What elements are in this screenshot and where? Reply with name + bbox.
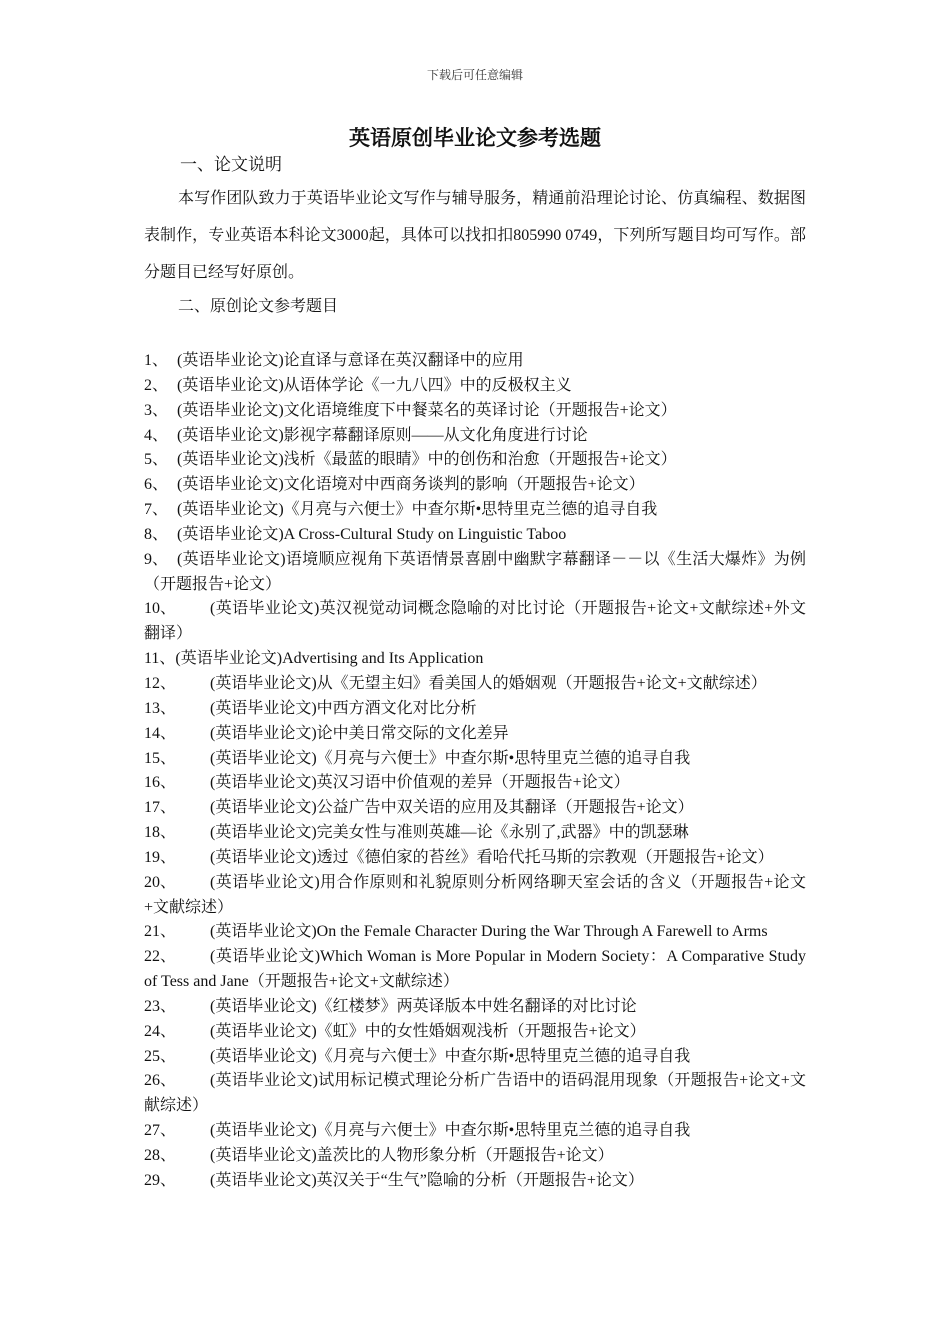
topic-number: 16、 <box>144 774 177 792</box>
topic-text: (英语毕业论文)《月亮与六便士》中查尔斯•思特里克兰德的追寻自我 <box>210 1122 691 1140</box>
topic-number: 15、 <box>144 749 177 767</box>
list-item <box>144 871 806 921</box>
list-item <box>144 523 806 548</box>
list-item <box>144 945 806 995</box>
list-item <box>144 771 806 796</box>
topic-number: 7、 <box>144 501 169 519</box>
topic-text: (英语毕业论文)《虹》中的女性婚姻观浅析（开题报告+论文） <box>210 1022 646 1040</box>
topic-text: (英语毕业论文)英汉关于“生气”隐喻的分析（开题报告+论文） <box>210 1171 644 1189</box>
topic-text: (英语毕业论文)A Cross-Cultural Study on Linguistic Taboo <box>177 525 567 543</box>
topic-text: (英语毕业论文)文化语境维度下中餐菜名的英译讨论（开题报告+论文） <box>177 401 677 419</box>
topic-text: (英语毕业论文)语境顺应视角下英语情景喜剧中幽默字幕翻译－－以《生活大爆炸》为例（开题报告+论文） <box>144 550 806 593</box>
topic-number: 19、 <box>144 848 177 866</box>
topic-text: (英语毕业论文)从语体学论《一九八四》中的反极权主义 <box>177 376 572 394</box>
list-item <box>144 399 806 424</box>
topic-number: 20、 <box>144 873 177 891</box>
section-heading-description: 一、论文说明 <box>180 155 282 174</box>
list-item <box>144 796 806 821</box>
list-item <box>144 1020 806 1045</box>
topic-text: (英语毕业论文)文化语境对中西商务谈判的影响（开题报告+论文） <box>177 476 645 494</box>
header-note: 下载后可任意编辑 <box>426 68 523 82</box>
topic-number: 25、 <box>144 1047 177 1065</box>
list-item <box>144 1144 806 1169</box>
topic-number: 23、 <box>144 997 177 1015</box>
topic-text: (英语毕业论文)透过《德伯家的苔丝》看哈代托马斯的宗教观（开题报告+论文） <box>210 848 774 866</box>
list-item <box>144 1169 806 1194</box>
topic-number: 11、 <box>144 650 176 668</box>
topic-text: (英语毕业论文)英汉视觉动词概念隐喻的对比讨论（开题报告+论文+文献综述+外文翻译） <box>144 600 806 643</box>
topic-number: 9、 <box>144 550 169 568</box>
topic-text: (英语毕业论文)论中美日常交际的文化差异 <box>210 724 509 742</box>
topic-text: (英语毕业论文)《月亮与六便士》中查尔斯•思特里克兰德的追寻自我 <box>210 749 691 767</box>
topic-text: (英语毕业论文)《月亮与六便士》中查尔斯•思特里克兰德的追寻自我 <box>177 501 658 519</box>
topic-text: (英语毕业论文)《红楼梦》两英译版本中姓名翻译的对比讨论 <box>210 997 637 1015</box>
list-item <box>144 473 806 498</box>
list-item <box>144 821 806 846</box>
topic-text: (英语毕业论文)公益广告中双关语的应用及其翻译（开题报告+论文） <box>210 799 694 817</box>
topic-number: 27、 <box>144 1122 177 1140</box>
topic-list <box>144 349 806 1194</box>
topic-text: (英语毕业论文)用合作原则和礼貌原则分析网络聊天室会话的含义（开题报告+论文+文献综述） <box>144 873 806 916</box>
list-item <box>144 920 806 945</box>
list-item <box>144 747 806 772</box>
topic-text: (英语毕业论文)《月亮与六便士》中查尔斯•思特里克兰德的追寻自我 <box>210 1047 691 1065</box>
list-item <box>144 1119 806 1144</box>
topic-number: 2、 <box>144 376 169 394</box>
topic-number: 18、 <box>144 824 177 842</box>
topic-text: (英语毕业论文)影视字幕翻译原则——从文化角度进行讨论 <box>177 426 588 444</box>
list-item <box>144 722 806 747</box>
topic-number: 5、 <box>144 451 169 469</box>
topic-number: 24、 <box>144 1022 177 1040</box>
topic-number: 13、 <box>144 699 177 717</box>
list-item <box>144 374 806 399</box>
list-item <box>144 672 806 697</box>
page-title: 英语原创毕业论文参考选题 <box>349 126 601 150</box>
topic-text: (英语毕业论文)Advertising and Its Application <box>175 650 484 668</box>
topic-text: (英语毕业论文)中西方酒文化对比分析 <box>210 699 477 717</box>
topic-text: (英语毕业论文)On the Female Character During the War Through A Farewell to Arms <box>210 923 768 941</box>
list-item <box>144 995 806 1020</box>
topic-number: 3、 <box>144 401 169 419</box>
topic-number: 29、 <box>144 1171 177 1189</box>
list-item <box>144 1045 806 1070</box>
topic-number: 14、 <box>144 724 177 742</box>
topic-number: 6、 <box>144 476 169 494</box>
list-item <box>144 697 806 722</box>
topic-text: (英语毕业论文)浅析《最蓝的眼睛》中的创伤和治愈（开题报告+论文） <box>177 451 677 469</box>
topic-number: 4、 <box>144 426 169 444</box>
list-item <box>144 448 806 473</box>
section-heading-topics: 二、原创论文参考题目 <box>178 298 339 315</box>
topic-number: 26、 <box>144 1072 177 1090</box>
list-item <box>144 424 806 449</box>
topic-text: (英语毕业论文)Which Woman is More Popular in Modern Society：A Comparative Study of Tess and Jane（开题报告+论文+文献综述） <box>144 948 806 991</box>
topic-text: (英语毕业论文)论直译与意译在英汉翻译中的应用 <box>177 352 524 369</box>
topic-text: (英语毕业论文)盖茨比的人物形象分析（开题报告+论文） <box>210 1147 614 1164</box>
topic-number: 21、 <box>144 923 177 941</box>
topic-number: 12、 <box>144 674 177 692</box>
intro-paragraph: 本写作团队致力于英语毕业论文写作与辅导服务，精通前沿理论讨论、仿真编程、数据图表制作，专业英语本科论文3000起，具体可以找扣扣805990 0749，下列所写题目均可写作。部分题目已经写好原创。 <box>144 190 806 281</box>
topic-text: (英语毕业论文)从《无望主妇》看美国人的婚姻观（开题报告+论文+文献综述） <box>210 674 767 692</box>
topic-number: 1、 <box>144 352 169 369</box>
list-item <box>144 548 806 598</box>
topic-text: (英语毕业论文)完美女性与准则英雄—论《永别了,武器》中的凯瑟琳 <box>210 824 689 842</box>
list-item <box>144 1069 806 1119</box>
topic-number: 8、 <box>144 525 169 543</box>
list-item <box>144 498 806 523</box>
list-item <box>144 349 806 374</box>
topic-text: (英语毕业论文)英汉习语中价值观的差异（开题报告+论文） <box>210 774 630 792</box>
list-item <box>144 846 806 871</box>
topic-number: 17、 <box>144 799 177 817</box>
topic-number: 22、 <box>144 948 177 966</box>
list-item <box>144 647 806 672</box>
topic-text: (英语毕业论文)试用标记模式理论分析广告语中的语码混用现象（开题报告+论文+文献综述） <box>144 1072 806 1115</box>
list-item <box>144 597 806 647</box>
topic-number: 10、 <box>144 600 177 618</box>
topic-number: 28、 <box>144 1147 177 1164</box>
